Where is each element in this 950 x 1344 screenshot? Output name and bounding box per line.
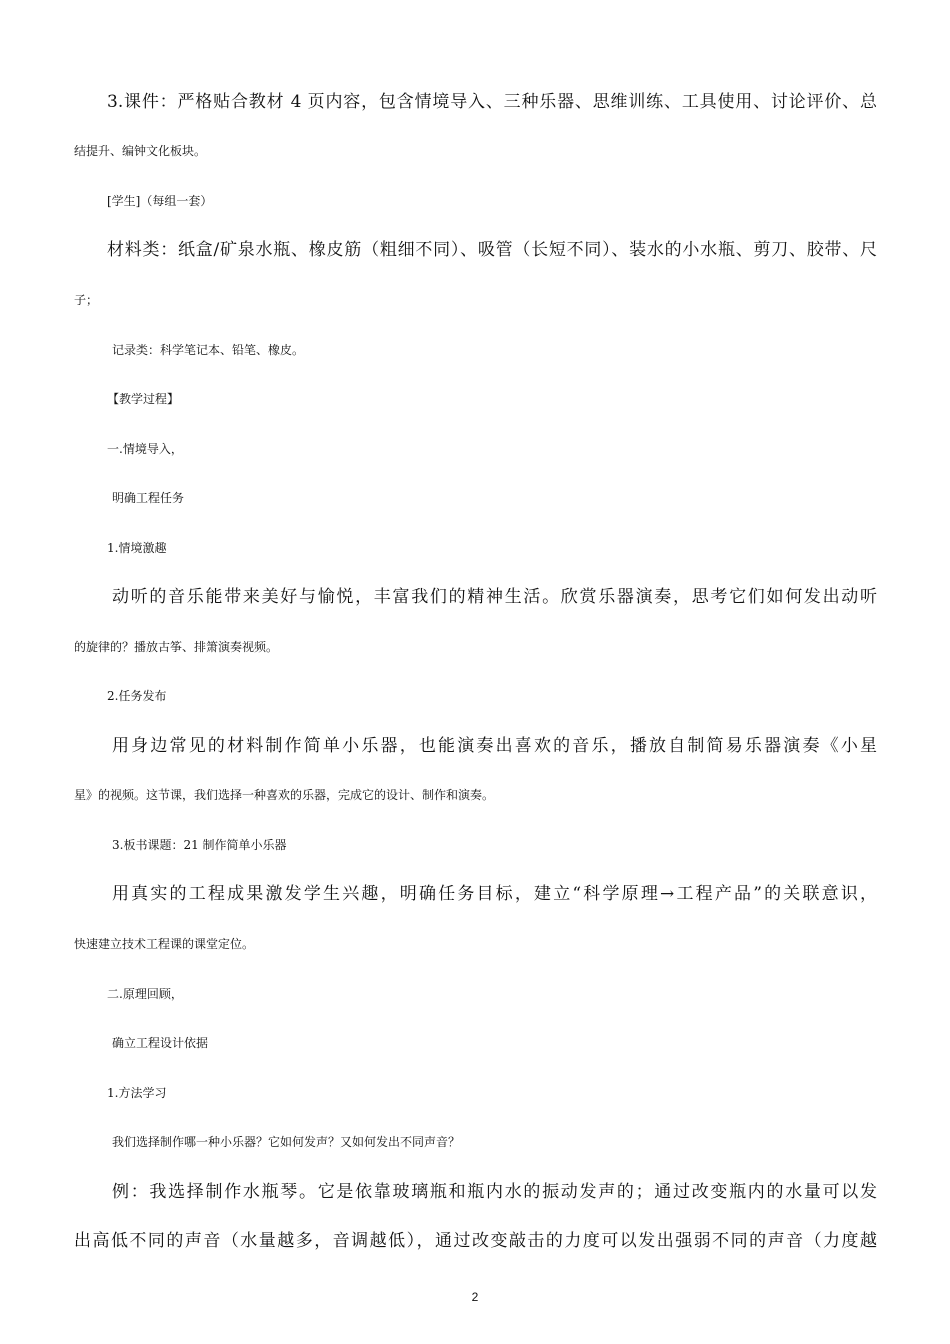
subsection-heading: 3.板书课题：21 制作简单小乐器 [112, 838, 287, 852]
paragraph-line: 3.课件：严格贴合教材 4 页内容，包含情境导入、三种乐器、思维训练、工具使用、讨论评价、总 [107, 92, 877, 112]
paragraph-line: 材料类：纸盒/矿泉水瓶、橡皮筋（粗细不同）、吸管（长短不同）、装水的小水瓶、剪刀、胶带、尺 [107, 240, 877, 260]
paragraph-line: 例：我选择制作水瓶琴。它是依靠玻璃瓶和瓶内水的振动发声的；通过改变瓶内的水量可以发 [112, 1182, 877, 1202]
paragraph-line: 出高低不同的声音（水量越多，音调越低），通过改变敲击的力度可以发出强弱不同的声音（力度越 [74, 1231, 877, 1251]
paragraph-line: 结提升、编钟文化板块。 [74, 144, 207, 158]
section-heading: 二.原理回顾， [107, 987, 183, 1001]
subsection-heading: 1.方法学习 [107, 1086, 167, 1100]
subsection-heading: 1.情境激趣 [107, 541, 167, 555]
paragraph-line: [学生]（每组一套） [107, 194, 213, 208]
paragraph-line: 记录类：科学笔记本、铅笔、橡皮。 [112, 343, 305, 357]
paragraph-line: 快速建立技术工程课的课堂定位。 [74, 937, 255, 951]
section-heading: 【教学过程】 [107, 392, 180, 406]
paragraph-line: 用真实的工程成果激发学生兴趣，明确任务目标，建立“科学原理→工程产品”的关联意识， [112, 884, 877, 904]
page-number: 2 [471, 1290, 479, 1304]
paragraph-line: 星》的视频。这节课，我们选择一种喜欢的乐器，完成它的设计、制作和演奏。 [74, 788, 495, 802]
section-heading: 明确工程任务 [112, 491, 185, 505]
section-heading: 一.情境导入， [107, 442, 183, 456]
paragraph-line: 的旋律的？播放古筝、排箫演奏视频。 [74, 640, 279, 654]
paragraph-line: 我们选择制作哪一种小乐器？它如何发声？又如何发出不同声音？ [112, 1135, 461, 1149]
paragraph-line: 动听的音乐能带来美好与愉悦，丰富我们的精神生活。欣赏乐器演奏，思考它们如何发出动听 [112, 587, 877, 607]
section-heading: 确立工程设计依据 [112, 1036, 209, 1050]
paragraph-line: 子； [74, 293, 99, 307]
subsection-heading: 2.任务发布 [107, 689, 167, 703]
paragraph-line: 用身边常见的材料制作简单小乐器，也能演奏出喜欢的音乐，播放自制简易乐器演奏《小星 [112, 736, 877, 756]
